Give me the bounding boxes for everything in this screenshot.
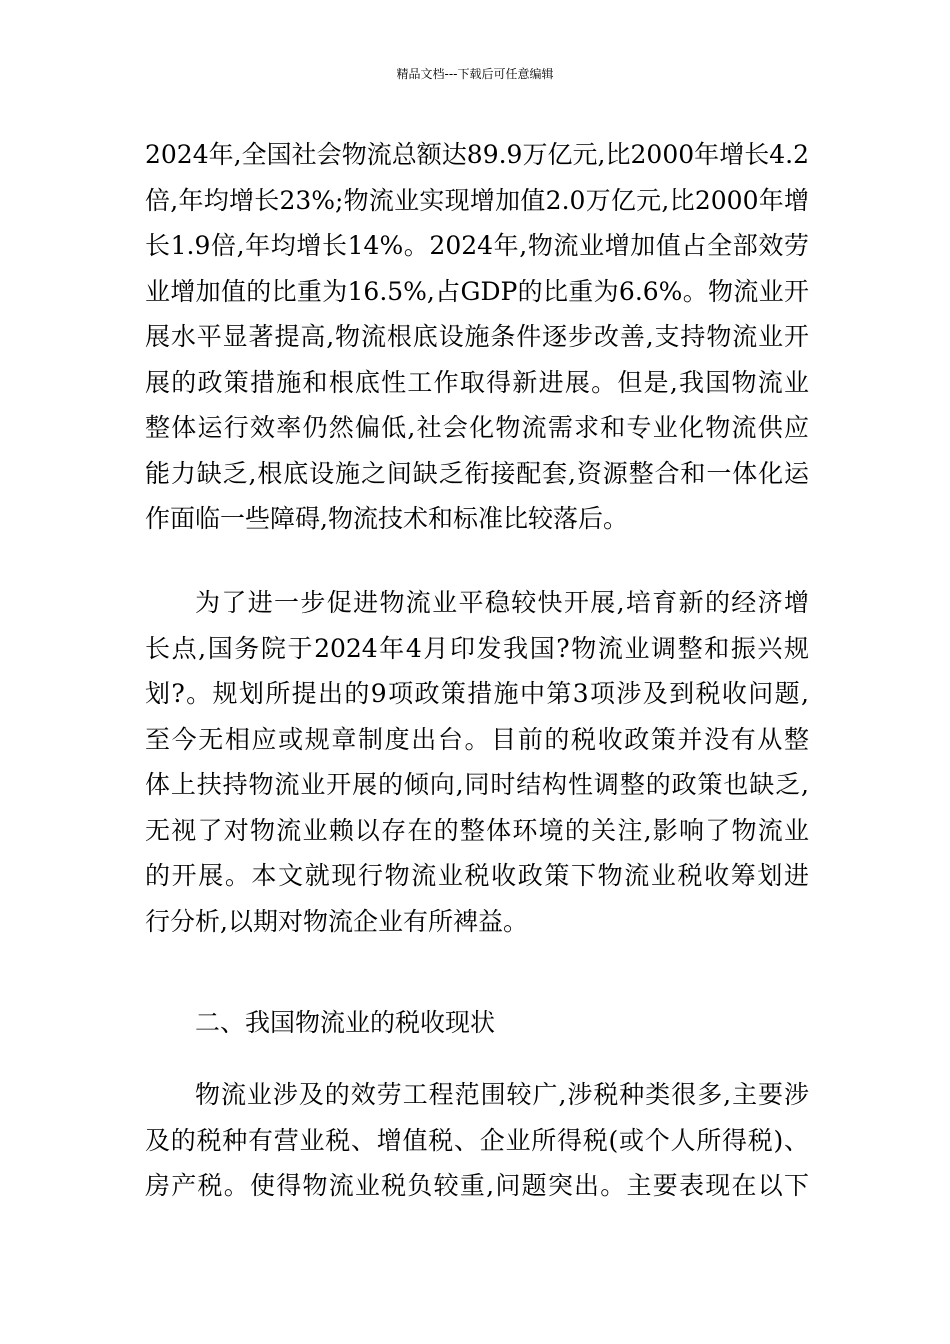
text-line: 房产税。使得物流业税负较重,问题突出。主要表现在以下 (145, 1171, 809, 1200)
text-line: 行分析,以期对物流企业有所裨益。 (145, 906, 528, 936)
text-line: 倍,年均增长23%;物流业实现增加值2.0万亿元,比2000年增 (145, 185, 809, 215)
text-line: 2024年,全国社会物流总额达89.9万亿元,比2000年增长4.2 (145, 140, 809, 169)
text-line: 至今无相应或规章制度出台。目前的税收政策并没有从整 (145, 724, 809, 754)
paragraph-2 (145, 580, 809, 944)
text-line: 能力缺乏,根底设施之间缺乏衔接配套,资源整合和一体化运 (145, 458, 809, 488)
paragraph-1 (145, 132, 809, 542)
text-line: 展的政策措施和根底性工作取得新进展。但是,我国物流业 (145, 367, 809, 397)
section-heading: 二、我国物流业的税收现状 (195, 1008, 496, 1037)
page-header: 精品文档---下载后可任意编辑 (396, 67, 554, 81)
text-line: 无视了对物流业赖以存在的整体环境的关注,影响了物流业 (145, 815, 809, 845)
text-line: 作面临一些障碍,物流技术和标准比较落后。 (145, 504, 628, 533)
text-line: 为了进一步促进物流业平稳较快开展,培育新的经济增 (195, 588, 809, 617)
text-line: 及的税种有营业税、增值税、企业所得税(或个人所得税)、 (145, 1125, 809, 1155)
text-line: 的开展。本文就现行物流业税收政策下物流业税收筹划进 (145, 861, 809, 890)
text-line: 业增加值的比重为16.5%,占GDP的比重为6.6%。物流业开 (145, 276, 809, 306)
text-line: 长1.9倍,年均增长14%。2024年,物流业增加值占全部效劳 (145, 231, 809, 260)
paragraph-3 (145, 1072, 809, 1209)
text-line: 划?。规划所提出的9项政策措施中第3项涉及到税收问题, (145, 679, 809, 708)
text-line: 体上扶持物流业开展的倾向,同时结构性调整的政策也缺乏, (145, 770, 809, 799)
text-line: 展水平显著提高,物流根底设施条件逐步改善,支持物流业开 (145, 322, 809, 351)
text-line: 物流业涉及的效劳工程范围较广,涉税种类很多,主要涉 (195, 1080, 809, 1109)
text-line: 长点,国务院于2024年4月印发我国?物流业调整和振兴规 (145, 633, 809, 663)
text-line: 整体运行效率仍然偏低,社会化物流需求和专业化物流供应 (145, 413, 809, 442)
